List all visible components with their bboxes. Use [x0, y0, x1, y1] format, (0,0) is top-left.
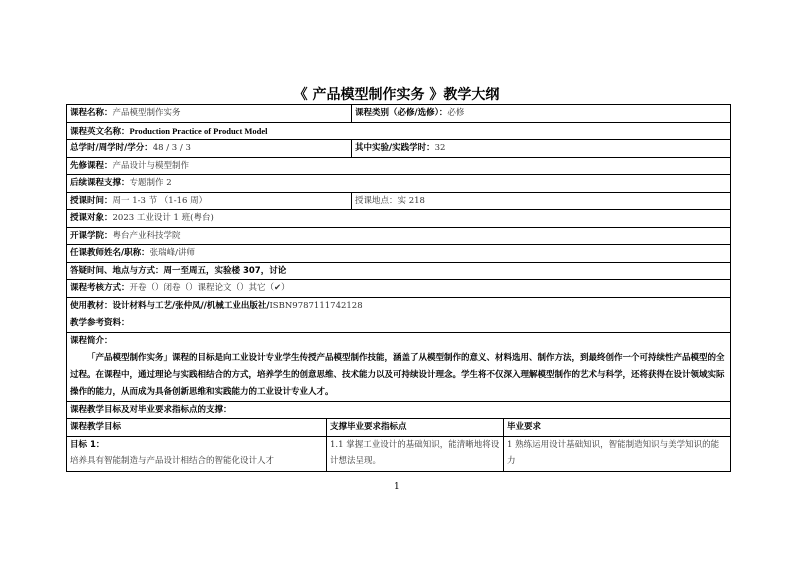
row-hours	[67, 140, 730, 158]
goal-text: 培养具有智能制造与产品设计相结合的智能化设计人才	[70, 455, 275, 466]
isbn: ISBN9787111742128	[269, 300, 363, 311]
label: 课程考核方式：	[70, 283, 130, 293]
label: 授课时间：	[70, 195, 113, 206]
row-qa	[67, 263, 730, 281]
value: 2023 工业设计 1 班(粤台)	[112, 213, 214, 223]
row-time-place	[67, 193, 730, 211]
label: 教学参考资料：	[70, 317, 130, 328]
value: Production Practice of Product Model	[129, 125, 268, 136]
row-goals-header	[67, 402, 730, 420]
value: 产品模型制作实务	[112, 108, 181, 118]
value: 设计材料与工艺/张仲凤//机械工业出版社/	[112, 300, 270, 311]
row-college	[67, 228, 730, 246]
value: 48 / 3 / 3	[152, 143, 191, 153]
value: 32	[434, 143, 446, 153]
label: 课程类别（必修/选修）：	[355, 108, 448, 118]
row-course-name	[67, 105, 730, 123]
row-assessment	[67, 280, 730, 298]
label: 授课对象：	[70, 213, 113, 223]
intro-text: 「产品模型制作实务」课程的目标是向工业设计专业学生传授产品模型制作技能，涵盖了从模型制作的意义、材料选用、制作方法，到最终创作一个可持续性产品模型的全过程。在课程中，通过理论与实践相结合的方式，培养学生的创意思维、技术能力以及可持续设计理念。学生将不仅深入理解模型制作的艺术与科学，还将获得在设计领域实际操作的能力，从而成为具备创新思维和实践能力的工业设计专业人才。	[70, 352, 725, 397]
row-materials	[67, 298, 730, 333]
goals-column-header	[67, 419, 730, 437]
label: 开课学院：	[70, 230, 113, 241]
requirement: 1 熟练运用设计基础知识，智能制造知识与美学知识的能力	[503, 437, 730, 471]
value: 开卷（）闭卷（）课程论文（）其它（✔）	[129, 283, 290, 293]
value: 周一至周五，实验楼 307，讨论	[163, 265, 287, 276]
label: 课程英文名称：	[70, 126, 130, 137]
label: 后续课程支撑：	[70, 178, 130, 188]
value: 产品设计与模型制作	[112, 160, 190, 171]
value: 粤台产业科技学院	[112, 230, 181, 241]
row-intro	[67, 333, 730, 402]
label: 授课地点：	[355, 195, 398, 206]
table-row	[67, 437, 730, 471]
label: 总学时/周学时/学分：	[70, 143, 153, 153]
value: 专题制作 2	[129, 178, 172, 188]
syllabus-table	[66, 104, 731, 472]
column-header: 支撑毕业要求指标点	[326, 419, 503, 436]
label: 先修课程：	[70, 160, 113, 171]
label: 任课教师姓名/职称：	[70, 248, 150, 258]
page-number: 1	[394, 482, 400, 492]
label: 答疑时间、地点与方式：	[70, 265, 164, 276]
intro-label: 课程简介：	[70, 335, 113, 346]
column-header: 课程教学目标	[70, 422, 122, 432]
column-header: 毕业要求	[503, 419, 730, 436]
indicator: 1.1 掌握工业设计的基础知识，能清晰地将设计想法呈现。	[326, 437, 503, 471]
row-followup	[67, 175, 730, 193]
row-teacher	[67, 245, 730, 263]
label: 课程教学目标及对毕业要求指标点的支撑：	[70, 404, 232, 415]
label: 课程名称：	[70, 108, 113, 118]
value: 张瑞峰/讲师	[149, 248, 195, 258]
page-title: 《 产品模型制作实务 》教学大纲	[293, 87, 500, 103]
row-audience	[67, 210, 730, 228]
row-english-name	[67, 123, 730, 141]
label: 其中实验/实践学时：	[355, 143, 435, 153]
value: 周一 1-3 节 （1-16 周）	[112, 195, 208, 206]
row-prereq	[67, 158, 730, 176]
value: 必修	[447, 108, 465, 118]
goal-title: 目标 1：	[70, 439, 105, 450]
value: 实 218	[397, 195, 425, 206]
label: 使用教材：	[70, 300, 113, 311]
